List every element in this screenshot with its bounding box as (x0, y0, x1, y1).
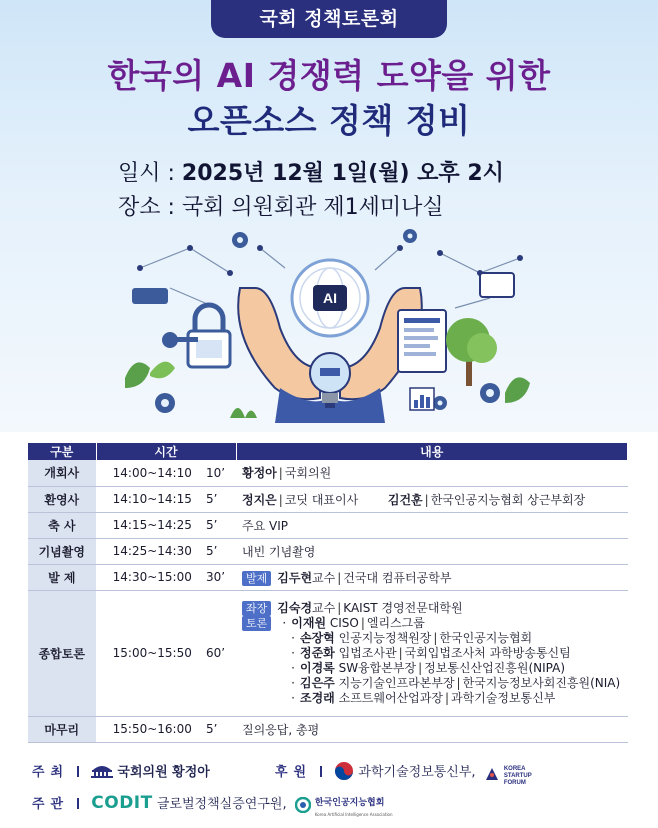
panelist-name: 조경래 (300, 690, 335, 705)
place-label: 장소 : (118, 195, 175, 220)
panelist-name: 이재원 (291, 615, 327, 630)
panelist-role: 지능기술인프라본부장 (338, 675, 455, 690)
table-row (28, 512, 628, 538)
panelist-row: · 김은주 지능기술인프라본부장 | 한국지능정보사회진흥원(NIA) (291, 675, 621, 690)
panelist-row: · 조경래 소프트웨어산업과장 | 과학기술정보통신부 (291, 690, 556, 705)
panelist-role: 인공지능정책원장 (338, 630, 432, 645)
panelist-role: 입법조사관 (338, 645, 397, 660)
speaker-title: 교수 (312, 570, 336, 585)
ksf-line-1: KOREA (503, 766, 526, 772)
panelist-name: 김은주 (300, 675, 335, 690)
panelist-role: CISO (329, 615, 359, 630)
host-label: 주최 (32, 765, 70, 780)
table-row (28, 460, 628, 486)
row-label: 환영사 (28, 486, 96, 512)
panelist-row: · 정준화 입법조사관 | 국회입법조사처 과학방송통신팀 (291, 645, 571, 660)
speaker-name: 황정아 (242, 466, 277, 481)
row-label: 종합토론 (28, 590, 96, 716)
chair-row: 좌장 김숙경교수 | KAIST 경영전문대학원 (242, 601, 628, 616)
row-label: 축 사 (28, 512, 96, 538)
organizer-value: 글로벌정책실증연구원, (156, 797, 287, 812)
sponsor-label: 후원 (275, 765, 313, 780)
kaia-emblem-icon (295, 797, 311, 813)
schedule-table (28, 443, 628, 743)
row-label: 개회사 (28, 460, 96, 486)
table-row (28, 716, 628, 742)
row-content: 내빈 기념촬영 (236, 538, 628, 564)
table-row (28, 486, 628, 512)
row-time: 14:15~14:25 (96, 512, 204, 538)
chair-tag: 좌장 (242, 601, 271, 616)
event-type-badge: 국회 정책토론회 (211, 0, 447, 38)
sponsor-row (275, 761, 532, 788)
ksf-line-2: STARTUP (503, 773, 532, 779)
table-row (28, 590, 628, 716)
speaker-name: 김건훈 (387, 492, 423, 507)
presentation-tag: 발제 (242, 571, 271, 586)
row-duration: 30’ (204, 564, 236, 590)
row-content: 주요 VIP (236, 512, 628, 538)
header-content: 내용 (236, 443, 628, 460)
row-duration: 10’ (204, 460, 236, 486)
table-row (28, 564, 628, 590)
title-line-2: 오픈소스 정책 정비 (187, 101, 471, 140)
date-value: 2025년 12월 1일(월) 오후 2시 (181, 161, 504, 186)
organizer-row (32, 793, 393, 820)
panelist-row: · 손장혁 인공지능정책원장 | 한국인공지능협회 (291, 630, 533, 645)
panelist-org: 국회입법조사처 과학방송통신팀 (404, 645, 571, 660)
row-time: 14:10~14:15 (96, 486, 204, 512)
row-content: 정지은 | 코딧 대표이사 김건훈 | 한국인공지능협회 상근부회장 (236, 486, 628, 512)
panel-tag: 토론 (242, 616, 271, 631)
panelist-row: 토론 · 이재원 CISO | 엘리스그룹 (242, 616, 628, 631)
date-label: 일시 : (118, 161, 175, 186)
ksf-emblem-icon (484, 766, 500, 782)
host-row (32, 761, 210, 780)
panelist-row: · 이경록 SW융합본부장 | 정보통신산업진흥원(NIPA) (291, 660, 565, 675)
row-duration: 5’ (204, 486, 236, 512)
row-duration: 60’ (204, 590, 236, 716)
row-label: 기념촬영 (28, 538, 96, 564)
ksf-logo (484, 766, 532, 788)
panelist-name: 이경록 (300, 660, 335, 675)
msit-emblem-icon (334, 761, 354, 781)
speaker-affiliation: 한국인공지능협회 상근부회장 (430, 492, 586, 507)
row-content: 황정아 | 국회의원 (236, 460, 628, 486)
chair-name: 김숙경 (277, 600, 313, 615)
chair-affiliation: KAIST 경영전문대학원 (343, 600, 463, 615)
header-category: 구분 (28, 443, 96, 460)
panelist-name: 정준화 (300, 645, 335, 660)
row-time: 14:25~14:30 (96, 538, 204, 564)
speaker-name: 정지은 (242, 492, 277, 507)
panelist-org: 과학기술정보통신부 (451, 690, 556, 705)
row-time: 14:00~14:10 (96, 460, 204, 486)
codit-logo: CODIT (91, 793, 153, 813)
place-line (118, 190, 578, 221)
ai-hands-illustration (110, 228, 550, 428)
table-header-row (28, 443, 628, 460)
panelist-role: 소프트웨어산업과장 (338, 690, 443, 705)
place-value: 국회 의원회관 제1세미나실 (181, 195, 444, 220)
row-duration: 5’ (204, 716, 236, 742)
chair-title: 교수 (312, 600, 336, 615)
header-time: 시간 (96, 443, 236, 460)
ai-chip-label: AI (323, 290, 337, 306)
panelist-org: 한국인공지능협회 (439, 630, 533, 645)
row-label: 발 제 (28, 564, 96, 590)
date-line (118, 156, 578, 187)
table-row (28, 538, 628, 564)
row-duration: 5’ (204, 538, 236, 564)
ksf-line-3: FORUM (503, 780, 526, 786)
national-assembly-icon (91, 764, 113, 778)
speaker-name: 김두현 (277, 570, 313, 585)
row-content: 질의응답, 총평 (236, 716, 628, 742)
panelist-org: 한국지능정보사회진흥원(NIA) (462, 675, 621, 690)
row-time: 15:50~16:00 (96, 716, 204, 742)
kaia-subtitle: Korea Artificial Intelligence Association (314, 812, 393, 817)
discussion-content (236, 590, 628, 716)
row-label: 마무리 (28, 716, 96, 742)
sponsor-value: 과학기술정보통신부, (358, 765, 476, 780)
speaker-affiliation: 코딧 대표이사 (284, 492, 359, 507)
row-content: 발제 김두현교수 | 건국대 컴퓨터공학부 (236, 564, 628, 590)
panelist-org: 엘리스그룹 (366, 615, 425, 630)
kaia-name: 한국인공지능협회 (314, 798, 385, 808)
title-line-1: 한국의 AI 경쟁력 도약을 위한 (107, 56, 551, 95)
speaker-affiliation: 국회의원 (284, 466, 332, 481)
organizer-label: 주관 (32, 797, 70, 812)
panelist-name: 손장혁 (300, 630, 335, 645)
row-time: 15:00~15:50 (96, 590, 204, 716)
host-value: 국회의원 황정아 (117, 765, 210, 780)
kaia-logo (295, 797, 393, 820)
speaker-affiliation: 건국대 컴퓨터공학부 (343, 570, 452, 585)
panelist-org: 정보통신산업진흥원(NIPA) (424, 660, 565, 675)
row-duration: 5’ (204, 512, 236, 538)
row-time: 14:30~15:00 (96, 564, 204, 590)
panelist-role: SW융합본부장 (338, 660, 417, 675)
